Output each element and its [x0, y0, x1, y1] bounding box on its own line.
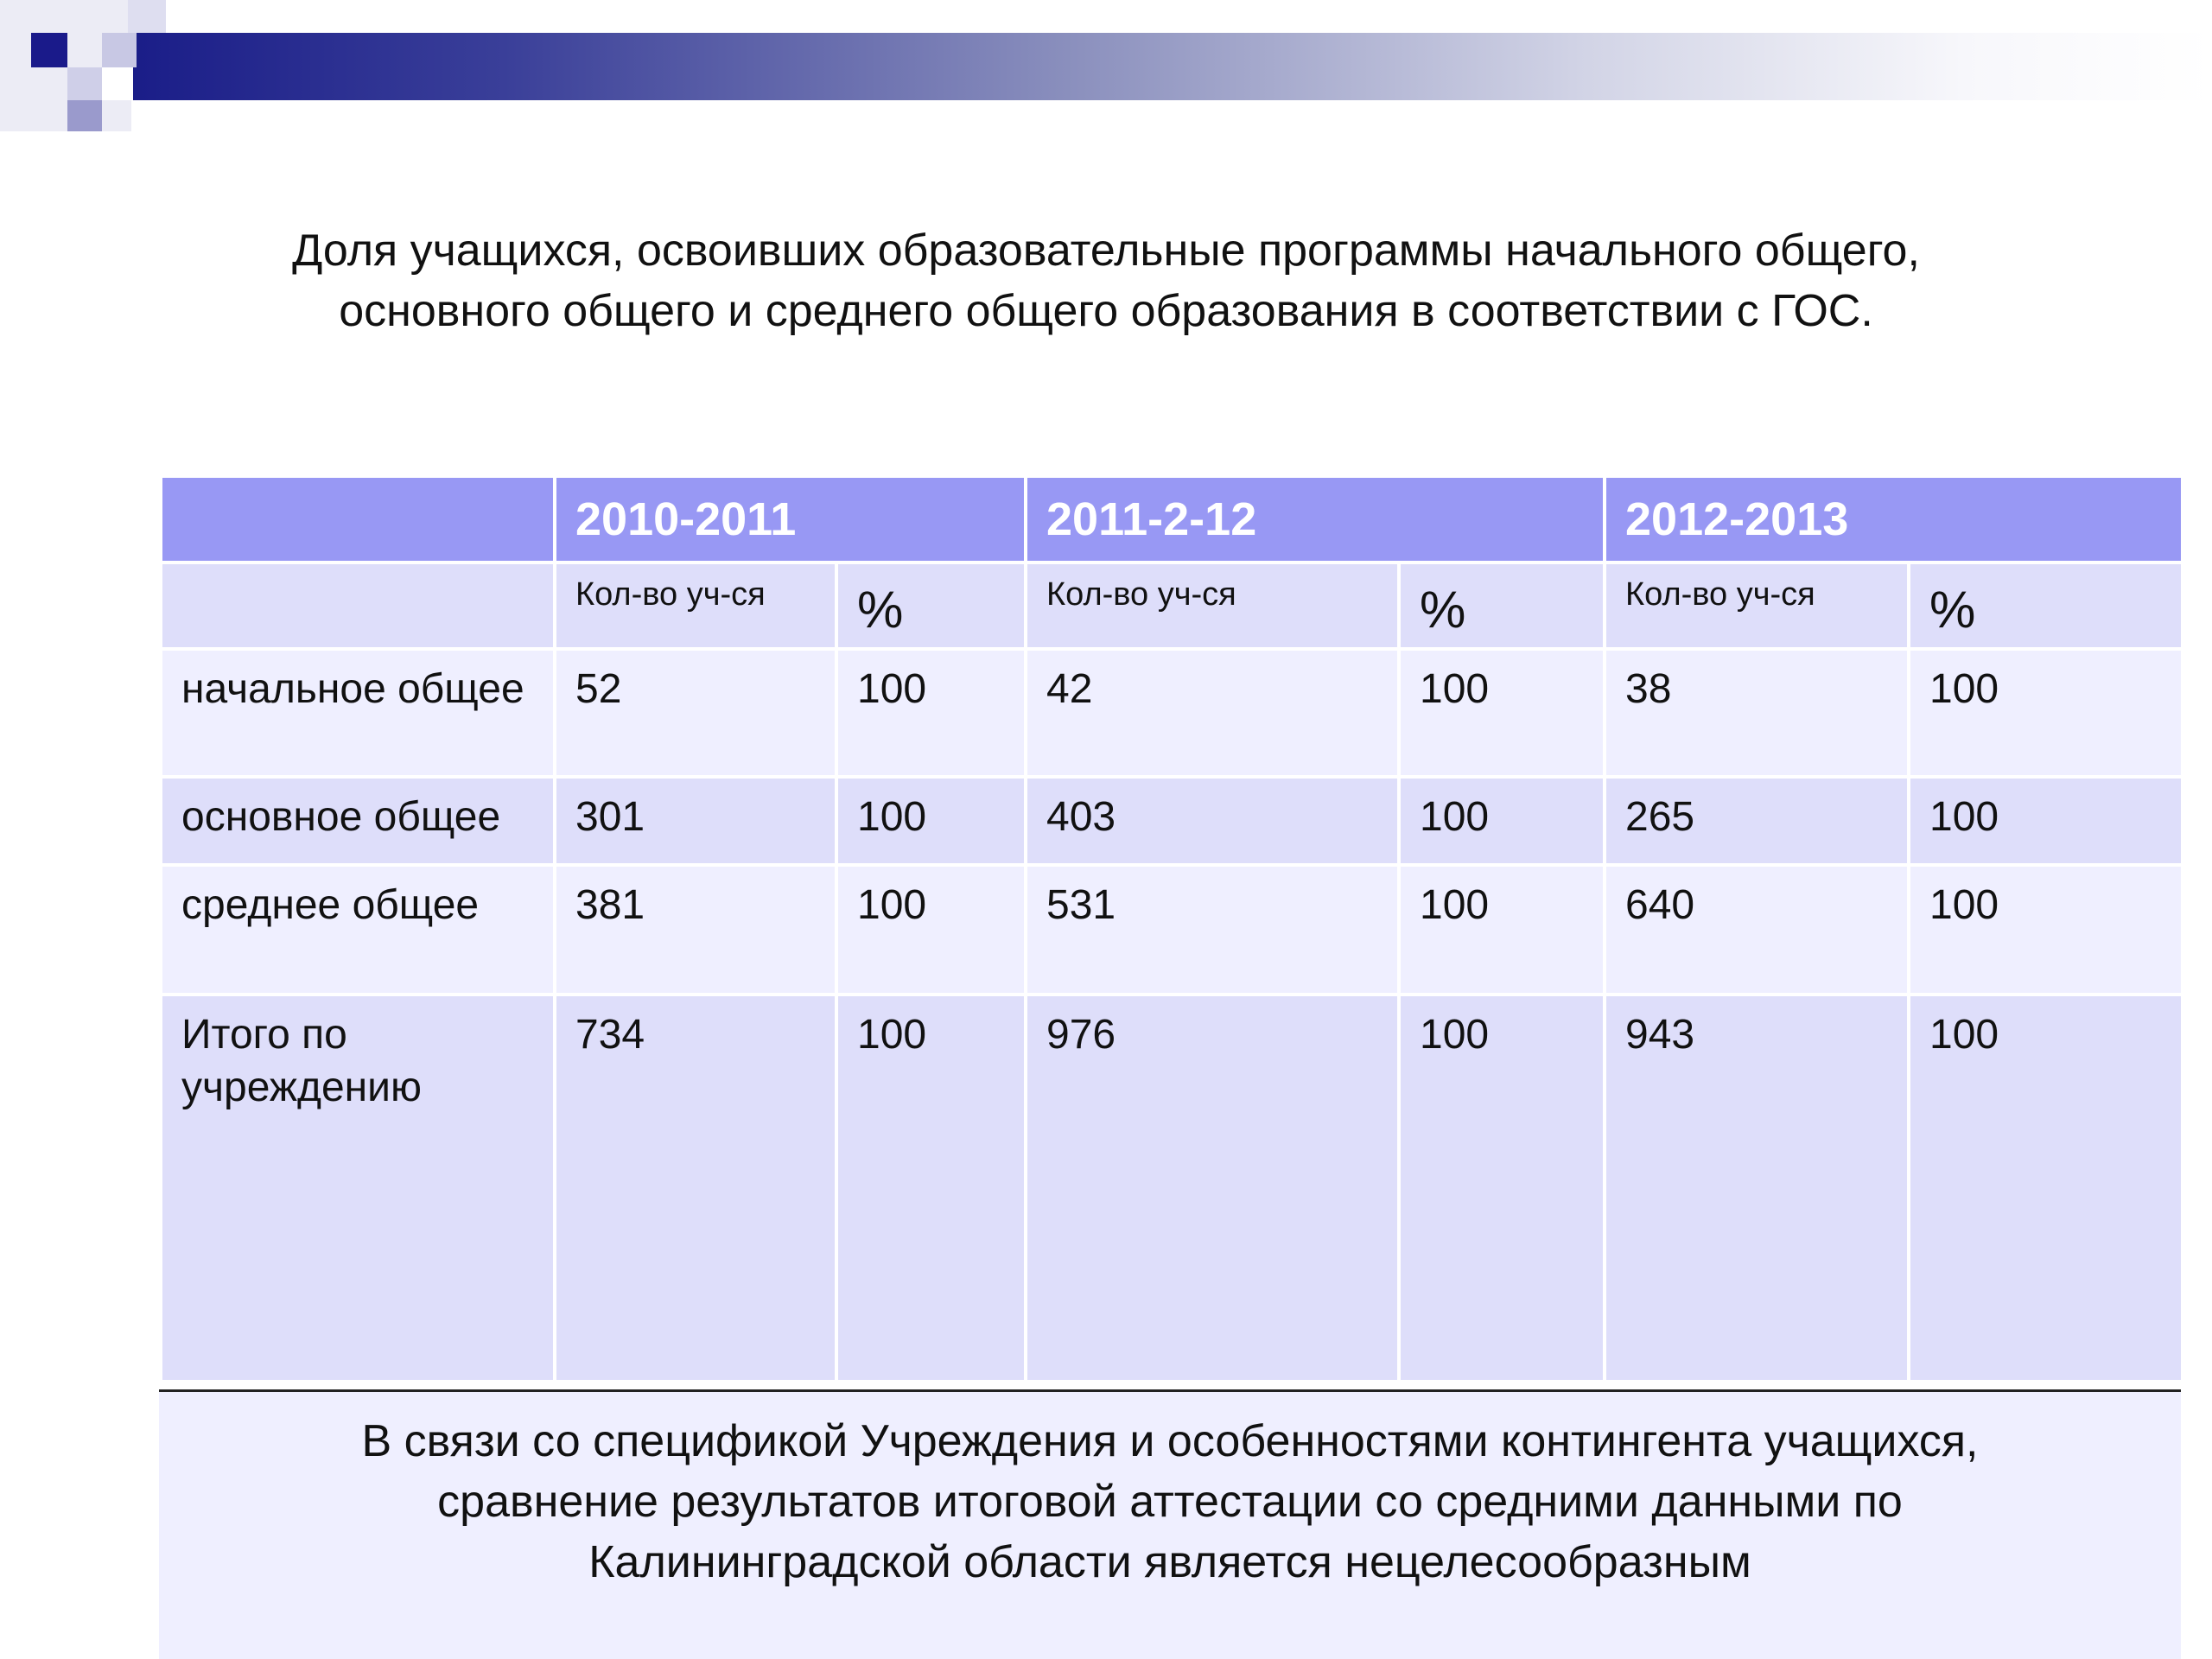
decorative-square: [128, 0, 166, 33]
percent-subheader: %: [1399, 563, 1605, 649]
table-cell: 42: [1026, 649, 1399, 777]
decorative-square: [102, 33, 137, 67]
year-header: 2011-2-12: [1026, 476, 1605, 563]
table-cell: 640: [1605, 865, 1909, 995]
table-cell: 100: [1909, 649, 2183, 777]
year-header: 2012-2013: [1605, 476, 2183, 563]
table-cell: 100: [1399, 649, 1605, 777]
table-row: [161, 649, 2183, 777]
table-cell: 734: [555, 995, 836, 1382]
count-subheader: Кол-во уч-ся: [555, 563, 836, 649]
count-subheader: Кол-во уч-ся: [1026, 563, 1399, 649]
results-table: [159, 474, 2184, 1383]
table-cell: 38: [1605, 649, 1909, 777]
row-label: Итого по учреждению: [161, 995, 555, 1382]
percent-subheader: %: [836, 563, 1026, 649]
year-header: 2010-2011: [555, 476, 1026, 563]
percent-subheader: %: [1909, 563, 2183, 649]
table-cell: 976: [1026, 995, 1399, 1382]
header-empty-cell: [161, 476, 555, 563]
row-label: среднее общее: [161, 865, 555, 995]
header-gradient-band: [130, 33, 2212, 100]
table-cell: 403: [1026, 777, 1399, 865]
table-header-row: [161, 476, 2183, 563]
table-total-row: [161, 995, 2183, 1382]
decorative-square: [67, 100, 102, 131]
table-cell: 100: [836, 865, 1026, 995]
table-cell: 100: [1399, 777, 1605, 865]
table-cell: 100: [836, 995, 1026, 1382]
slide-title: Доля учащихся, освоивших образовательные программы начального общего, основного общего и среднего общего образования в соответствии с ГОС.: [292, 226, 1920, 336]
table-cell: 531: [1026, 865, 1399, 995]
note-box: [159, 1389, 2181, 1659]
table-cell: 100: [1909, 777, 2183, 865]
decorative-square: [67, 67, 102, 100]
table-cell: 100: [1909, 865, 2183, 995]
table-cell: 100: [836, 777, 1026, 865]
table-row: [161, 777, 2183, 865]
table-row: [161, 865, 2183, 995]
table-cell: 100: [836, 649, 1026, 777]
table-cell: 381: [555, 865, 836, 995]
decorative-square: [102, 67, 133, 100]
note-text: В связи со спецификой Учреждения и особенностями контингента учащихся, сравнение результатов итоговой аттестации со средними данными по Калининградской области является нецелесообразным: [361, 1416, 1979, 1587]
subheader-empty-cell: [161, 563, 555, 649]
table-cell: 265: [1605, 777, 1909, 865]
table-cell: 100: [1909, 995, 2183, 1382]
decorative-square: [31, 33, 67, 67]
table-cell: 52: [555, 649, 836, 777]
table-cell: 100: [1399, 865, 1605, 995]
row-label: начальное общее: [161, 649, 555, 777]
row-label: основное общее: [161, 777, 555, 865]
count-subheader: Кол-во уч-ся: [1605, 563, 1909, 649]
table-subheader-row: [161, 563, 2183, 649]
table-cell: 100: [1399, 995, 1605, 1382]
table-cell: 301: [555, 777, 836, 865]
table-cell: 943: [1605, 995, 1909, 1382]
